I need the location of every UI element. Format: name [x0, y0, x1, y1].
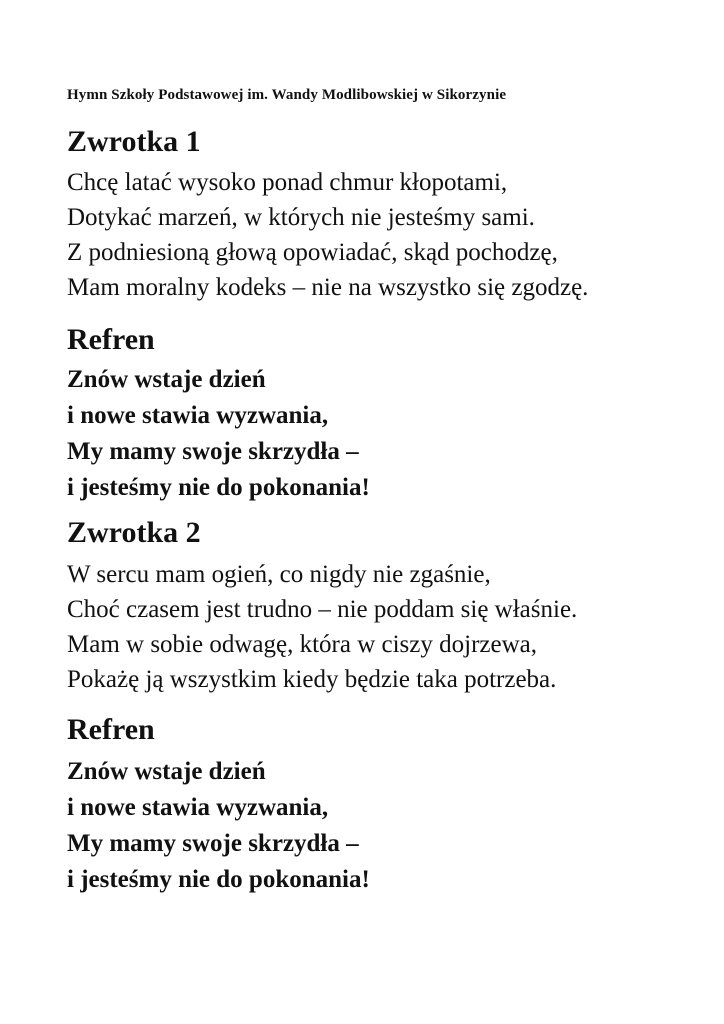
- section-heading-refren-1: Refren: [67, 323, 155, 356]
- refrain-line: Znów wstaje dzień: [67, 366, 266, 393]
- verse-2: [67, 557, 684, 697]
- refrain-line: i nowe stawia wyzwania,: [67, 794, 329, 821]
- refrain-line: i nowe stawia wyzwania,: [67, 402, 329, 429]
- section-heading-zwrotka-2: Zwrotka 2: [67, 516, 201, 549]
- refrain-2: [67, 754, 684, 898]
- refrain-line: i jesteśmy nie do pokonania!: [67, 474, 370, 501]
- verse-line: Pokażę ją wszystkim kiedy będzie taka potrzeba.: [67, 666, 557, 693]
- verse-line: Mam w sobie odwagę, która w ciszy dojrzewa,: [67, 631, 537, 658]
- section-heading-zwrotka-1: Zwrotka 1: [67, 125, 201, 158]
- verse-line: Choć czasem jest trudno – nie poddam się właśnie.: [67, 596, 578, 623]
- document-title: Hymn Szkoły Podstawowej im. Wandy Modlibowskiej w Sikorzynie: [67, 87, 507, 103]
- verse-line: Mam moralny kodeks – nie na wszystko się zgodzę.: [67, 274, 589, 301]
- section-heading-refren-2: Refren: [67, 713, 155, 746]
- refrain-line: Znów wstaje dzień: [67, 758, 266, 785]
- verse-line: Dotykać marzeń, w których nie jesteśmy sami.: [67, 204, 535, 231]
- verse-line: Z podniesioną głową opowiadać, skąd pochodzę,: [67, 239, 558, 266]
- refrain-line: My mamy swoje skrzydła –: [67, 830, 359, 857]
- verse-line: Chcę latać wysoko ponad chmur kłopotami,: [67, 169, 508, 196]
- verse-line: W sercu mam ogień, co nigdy nie zgaśnie,: [67, 561, 491, 588]
- verse-1: [67, 165, 684, 305]
- refrain-line: i jesteśmy nie do pokonania!: [67, 866, 370, 893]
- refrain-1: [67, 362, 684, 506]
- refrain-line: My mamy swoje skrzydła –: [67, 438, 359, 465]
